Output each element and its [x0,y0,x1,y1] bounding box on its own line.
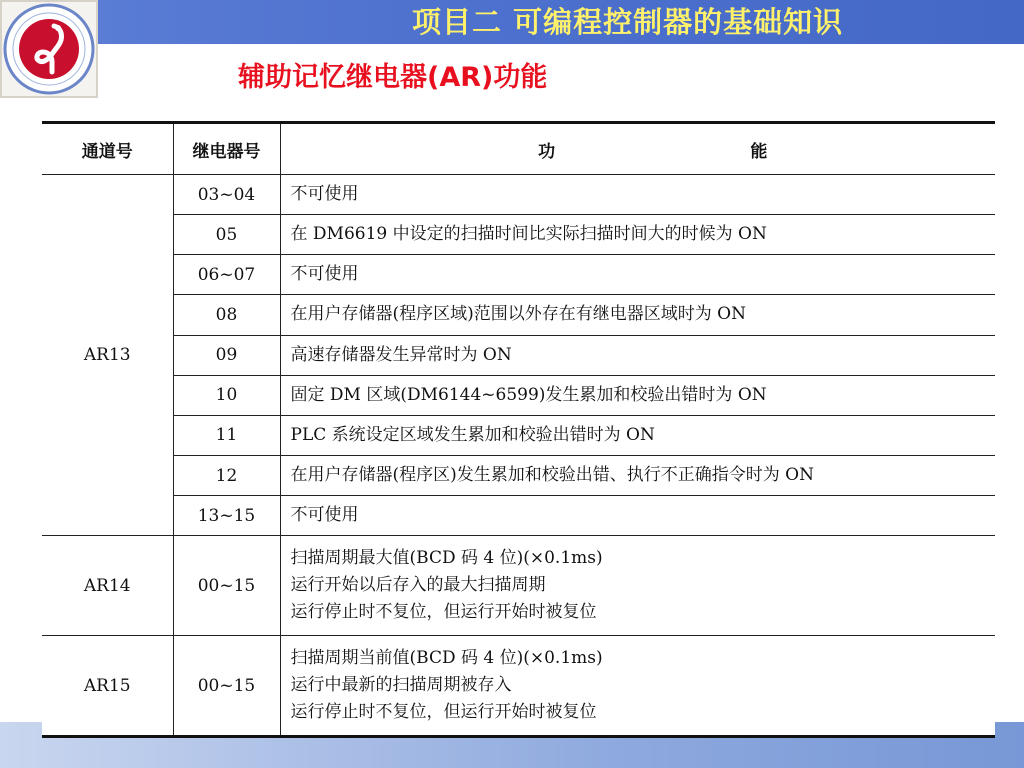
function-cell [280,375,995,415]
table-header-row [42,123,995,175]
relay-cell: 00~15 [173,536,280,636]
table-row [42,255,995,295]
channel-cell: AR13 [42,175,173,536]
function-line: 在 DM6619 中设定的扫描时间比实际扫描时间大的时候为 ON [290,224,767,245]
table-row [42,175,995,215]
section-subtitle: 辅助记忆继电器(AR)功能 [238,62,548,93]
table-row [42,335,995,375]
function-cell [280,335,995,375]
relay-cell: 05 [173,215,280,255]
table-row [42,636,995,737]
header-relay: 继电器号 [173,123,280,175]
header-function [280,123,995,175]
function-cell [280,536,995,636]
ar-function-table-wrapper [42,121,995,738]
table-row [42,215,995,255]
relay-cell: 10 [173,375,280,415]
function-line: 固定 DM 区域(DM6144~6599)发生累加和校验出错时为 ON [290,384,767,405]
channel-cell: AR14 [42,536,173,636]
function-line: 运行中最新的扫描周期被存入 [290,675,512,696]
table-row [42,496,995,536]
function-line: 高速存储器发生异常时为 ON [290,344,512,365]
table-row [42,455,995,495]
table-row [42,536,995,636]
school-emblem-graphic [2,2,96,96]
function-line: 扫描周期当前值(BCD 码 4 位)(×0.1ms) [290,648,603,669]
relay-cell: 06~07 [173,255,280,295]
function-cell [280,636,995,737]
function-cell [280,215,995,255]
page-title: 项目二 可编程控制器的基础知识 [412,5,844,39]
table-row [42,375,995,415]
function-cell [280,455,995,495]
function-line: 在用户存储器(程序区域)范围以外存在有继电器区域时为 ON [290,304,746,325]
function-cell [280,175,995,215]
function-cell [280,415,995,455]
function-line: 不可使用 [290,264,359,285]
relay-cell: 08 [173,295,280,335]
function-cell [280,496,995,536]
function-cell [280,255,995,295]
function-line: PLC 系统设定区域发生累加和校验出错时为 ON [290,424,655,445]
function-line: 运行开始以后存入的最大扫描周期 [290,575,546,596]
function-line: 运行停止时不复位，但运行开始时被复位 [290,602,597,623]
function-line: 不可使用 [290,505,359,526]
title-banner [0,0,1024,44]
table-row [42,415,995,455]
function-line: 运行停止时不复位，但运行开始时被复位 [290,702,597,723]
header-channel: 通道号 [42,123,173,175]
ar-function-table [42,121,995,738]
function-line: 不可使用 [290,184,359,205]
table-row [42,295,995,335]
relay-cell: 09 [173,335,280,375]
relay-cell: 11 [173,415,280,455]
header-function-left: 功 [538,141,556,162]
function-line: 扫描周期最大值(BCD 码 4 位)(×0.1ms) [290,548,603,569]
relay-cell: 13~15 [173,496,280,536]
school-emblem-icon [0,0,98,98]
header-function-right: 能 [750,141,768,162]
function-line: 在用户存储器(程序区)发生累加和校验出错、执行不正确指令时为 ON [290,465,814,486]
channel-cell: AR15 [42,636,173,737]
function-cell [280,295,995,335]
relay-cell: 00~15 [173,636,280,737]
relay-cell: 12 [173,455,280,495]
relay-cell: 03~04 [173,175,280,215]
